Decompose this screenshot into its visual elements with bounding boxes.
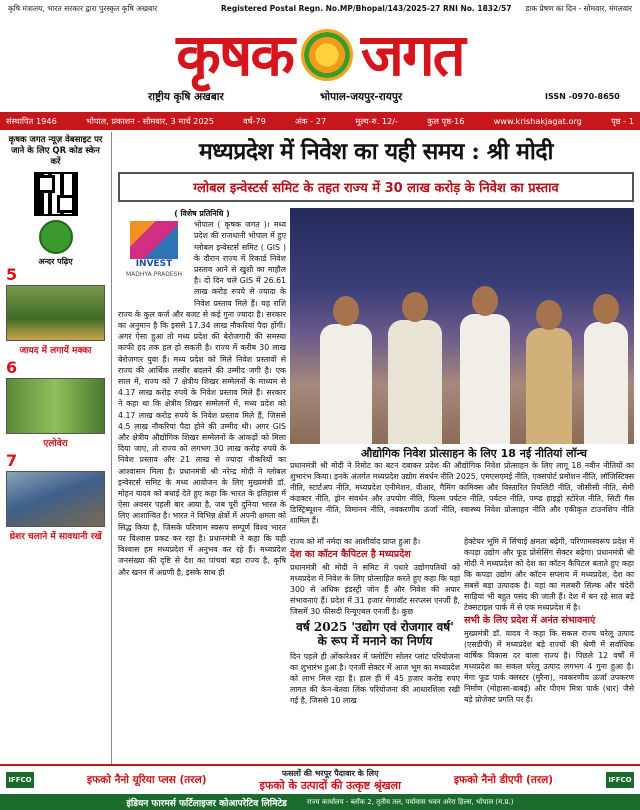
invest-logo-sub: MADHYA PRADESH [125, 271, 182, 279]
aloe-vera-photo [6, 378, 105, 434]
year: वर्ष-79 [243, 115, 266, 126]
info-bar [0, 112, 640, 130]
sidebar-caption: एलोवेरा [43, 439, 68, 449]
inside-label: अन्दर पढ़िए [38, 257, 73, 266]
photo-caption-heading: औद्योगिक निवेश प्रोत्साहन के लिए 18 नई नीतियां लॉन्च [361, 447, 587, 460]
ad-left-product: इफको नैनो यूरिया प्लस (तरल) [86, 774, 207, 786]
ad-center [259, 768, 401, 792]
invest-mp-logo [118, 219, 190, 301]
ad-center-small: फसलों की भरपूर पैदावार के लिए [281, 769, 379, 778]
issue: अंक - 27 [295, 115, 327, 126]
person-figure [584, 322, 628, 444]
invest-logo-icon [130, 221, 178, 259]
maize-photo [6, 285, 105, 341]
subheadline: ग्लोबल इन्वेस्टर्स समिट के तहत राज्य में 30 लाख करोड़ के निवेश का प्रस्ताव [118, 172, 634, 202]
registration: Registered Postal Regn. No.MP/Bhopal/143/2025-27 RNI No. 1832/57 [220, 4, 512, 13]
person-head [593, 294, 619, 324]
logo-word-1: कृषक [176, 21, 293, 89]
iffco-advertisement[interactable] [0, 764, 640, 810]
website-link[interactable]: www.krishakjagat.org [493, 116, 582, 126]
person-figure [388, 320, 442, 444]
person-head [472, 286, 498, 316]
sidebar-page-number: 5 [6, 265, 18, 284]
column-lead: राज्य को माँ नर्मदा का आशीर्वाद प्राप्त हुआ है। [290, 537, 421, 546]
article-body-5: मुख्यमंत्री डॉ. यादव ने कहा कि सकल राज्य घरेलू उत्पाद (एसडीपी) में मध्यप्रदेश बड़े राज्यों की श्रेणी में सर्वाधिक वार्षिक विकास दर वाला राज्य है। पिछले 12 वर्षों में मध्यप्रदेश का सकल घरेलू उत्पाद लगभग 4 गुना हुआ है। मेगा फूड पार्क क्लस्टर (मुरैना), नवकरणीय ऊर्जा उपकरण निर्माण (मोहासा-बाबई) और पीएम मित्रा पार्क (धार) जैसे बड़े प्रोजेक्ट प्रगति पर हैं। [464, 629, 634, 704]
person-head [402, 292, 428, 322]
section-heading: सभी के लिए प्रदेश में अनंत संभावनाएं [464, 615, 596, 626]
ad-header [0, 766, 640, 794]
award-note: कृषि मंत्रालय, भारत सरकार द्वारा पुरस्कृत कृषि अखबार [8, 4, 158, 13]
tagline: राष्ट्रीय कृषि अखबार [148, 91, 224, 103]
qr-code-icon[interactable] [34, 172, 78, 216]
iffco-logo-icon: IFFCO [606, 772, 634, 788]
sidebar-item[interactable] [6, 453, 105, 542]
edition-cities: भोपाल-जयपुर-रायपुर [320, 91, 403, 103]
sidebar-caption: थ्रेशर चलाने में सावधानी रखें [9, 532, 102, 542]
article-column-3 [464, 536, 634, 705]
ad-center-title: इफको के उत्पादों की उत्कृष्ट श्रृंखला [259, 779, 401, 792]
section-heading-large: वर्ष 2025 'उद्योग एवं रोजगार वर्ष' के रूप में मनाने का निर्णय [296, 620, 454, 648]
article-column-1 [118, 208, 286, 578]
headline: मध्यप्रदेश में निवेश का यही समय : श्री मोदी [198, 138, 554, 165]
sidebar [0, 132, 112, 764]
person-figure [526, 328, 572, 444]
iffco-logo-icon: IFFCO [6, 772, 34, 788]
lead-story [118, 134, 634, 705]
postal-day: डाक प्रेषण का दिन - सोमवार, मंगलवार [525, 4, 632, 13]
top-line [8, 4, 632, 18]
issn: ISSN -0970-8650 [545, 92, 620, 101]
ad-company: इंडियन फारमर्स फर्टिलाइजर कोआपरेटिव लिमिटेड [126, 798, 287, 809]
logo-word-2: जगत [360, 21, 464, 89]
page-number: पृष्ठ - 1 [611, 115, 634, 126]
qr-text: कृषक जगत न्यूज़ वेबसाइट पर जाने के लिए QR कोड स्केन करें [8, 135, 103, 167]
ad-address: राज्य कार्यालय - ब्लॉक 2, तृतीय तल, पर्यावास भवन अरेरा हिल्स, भोपाल (म.प्र.) [306, 797, 514, 806]
ad-right-product: इफको नैनो डीएपी (तरल) [453, 774, 554, 786]
sidebar-item[interactable] [6, 360, 105, 449]
price: मूल्य-रु. 12/- [355, 115, 398, 126]
sidebar-page-number: 6 [6, 358, 18, 377]
article-body-3: दिन पहले ही ओंकारेश्वर में फ्लोटिंग सोलर प्लांट परियोजना का शुभारंभ हुआ है। एनर्जी सेक्टर में आज भूम का मध्यप्रदेश को लाभ मिल रहा है। हाल ही में 45 हजार करोड़ रुपए लागत की केन-बेतवा लिंक परियोजना की आधारशिला रखी गई है, जिससे 10 लाख [290, 652, 460, 705]
section-heading: देश का कॉटन कैपिटल है मध्यप्रदेश [290, 549, 411, 560]
masthead [0, 20, 640, 112]
masthead-logo [60, 20, 580, 90]
sidebar-item[interactable] [6, 267, 105, 356]
publish-info: भोपाल, प्रकाशन - सोमवार, 3 मार्च 2025 [85, 115, 214, 126]
ad-footer [0, 794, 640, 810]
person-head [333, 296, 359, 326]
summit-photo [290, 208, 634, 444]
byline: ( विशेष प्रतिनिधि ) [174, 209, 230, 218]
invest-logo-text: INVEST [135, 259, 173, 270]
article-body-2: प्रधानमंत्री श्री मोदी ने समिट में पधारे उद्योगपतियों को मध्यप्रदेश में निवेश के लिए प्रोत्साहित करते हुए कहा कि यहां 300 से अधिक इंडस्ट्री जोन हैं और निवेश की अपार संभावनाएं हैं। प्रदेश में 31 हजार मेगावॉट सरप्लस एनर्जी है, जिसमें 30 फीसदी रिन्यूएबल एनर्जी है। कुछ [290, 563, 460, 616]
sun-emblem-icon [301, 29, 353, 81]
photo-caption-text: प्रधानमंत्री श्री मोदी ने रिमोट का बटन दबाकर प्रदेश की औद्योगिक निवेश प्रोत्साहन के लिए लागू 18 नवीन नीतियों का शुभारंभ किया। इनके अंतर्गत मध्यप्रदेश उद्योग संवर्धन नीति 2025, एमएसएमई नीति, एक्सपोर्ट प्रमोशन नीति, लॉजिस्टिक्स नीति, स्टार्टअप नीति, मध्यप्रदेश एनीमेशन, वीआर, गैमिंग कामिक्स और विस्तारित रियलिटी नीति, जीसीसी नीति, सेमी कंडक्टर नीति, ड्रोन संवर्धन और उपयोग नीति, फिल्म पर्यटन नीति, पर्यटन नीति, पम्प्ड हाइड्रो स्टोरेज नीति, सिटी गैस डिस्ट्रिब्यूशन नीति, विमानन नीति, नवकरणीय ऊर्जा नीति, स्वास्थ्य निवेश प्रोत्साहन नीति और एकीकृत टाउनशिप नीति शामिल हैं। [290, 461, 634, 525]
icar-logo-icon [39, 220, 73, 254]
person-figure [460, 314, 510, 444]
article-body-1: भोपाल ( कृषक जगत )। मध्य प्रदेश की राजधानी भोपाल में हुए ग्लोबल इन्वेस्टर्स समिट ( GIS ) के दौरान राज्य में रिकार्ड निवेश प्रस्ताव आने से खुशी का माहौल है। दो दिन चले GIS में 26.61 लाख करोड़ रुपये से ज्यादा के निवेश प्रस्ताव मिले हैं। यह राशि राज्य के कुल कर्ज और बजट से कई गुना ज्यादा है। सरकार का अनुमान है कि इससे 17.34 लाख नौकरियां पैदा होंगी। अगर ऐसा हुआ तो मध्य प्रदेश की बेरोजगारी की समस्या काफी हद तक हल हो सकती है। राज्य में करीब 30 लाख बेरोजगार युवा हैं। मध्य प्रदेश को मिले निवेश प्रस्तावों से राज्य की आर्थिक तस्वीर बदलने की उम्मीद जगी है। एक साल में, राज्य को 7 क्षेत्रीय शिखर सम्मेलनों के माध्यम से 4.17 लाख करोड़ रुपये के निवेश प्रस्ताव मिले हैं। सरकार ने कहा था कि क्षेत्रीय शिखर सम्मेलनों में, मध्य प्रदेश को 4.17 लाख करोड़ रुपये के निवेश प्रस्ताव मिले हैं, जिससे 4.5 लाख नौकरियां पैदा होने की उम्मीद थी। अगर GIS और क्षेत्रीय औद्योगिक शिखर सम्मेलनों के आंकड़ों को मिला दिया जाए, तो राज्य को लगभग 30 लाख करोड़ रुपये के निवेश प्रस्ताव और 21 लाख से ज्यादा नौकरियों का आश्वासन मिला है। प्रधानमंत्री श्री नरेन्द्र मोदी ने ग्लोबल इन्वेस्टर्स समिट के मध्य आयोजन के लिए मुख्यमंत्री डॉ. मोहन यादव को बधाई देते हुए कहा कि भारत के इतिहास में ऐसा अवसर पहली बार आया है, जब पूरी दुनिया भारत के लिए आशान्वित है। भारत ने विभिन्न क्षेत्रों में अपनी क्षमता को सिद्ध किया है, जिसके परिणाम स्वरूप सम्पूर्ण विश्व भारत पर विश्वास प्रकट कर रहा है। प्रधानमंत्री ने कहा कि यही विश्वास हम मध्यप्रदेश में अनुभव कर रहे हैं। मध्यप्रदेश जनसंख्या की दृष्टि से देश का पांचवां बड़ा राज्य है, कृषि और खनन में अग्रणी है, इसके साथ ही [118, 220, 286, 577]
person-head [536, 300, 562, 330]
article-body-4: हेक्टेयर भूमि में सिंचाई क्षमता बढ़ेगी, परिणामस्वरूप प्रदेश में कपड़ा उद्योग और फूड प्रोसेसिंग सेक्टर बढ़ेगा। प्रधानमंत्री श्री मोदी ने मध्यप्रदेश को देश का कॉटन कैपिटल बताते हुए कहा कि कपड़ा उद्योग और कॉटन सप्लाय में मध्यप्रदेश, देश का सबसे बड़ा उत्पादक है। यहां का मलबरी सिल्क और चंदेरी साड़ियां भी बहुत पसंद की जाती हैं। देश में बन रहे सात बड़े टेक्सटाइल पार्क में से एक मध्यप्रदेश में है। [464, 537, 634, 612]
article-column-2 [290, 536, 460, 706]
sidebar-caption: जायद में लगायें मक्का [19, 346, 92, 356]
total-pages: कुल पृष्ठ-16 [427, 115, 465, 126]
person-figure [320, 324, 372, 444]
sidebar-page-number: 7 [6, 451, 18, 470]
established: संस्थापित 1946 [6, 115, 57, 126]
thresher-photo [6, 471, 105, 527]
